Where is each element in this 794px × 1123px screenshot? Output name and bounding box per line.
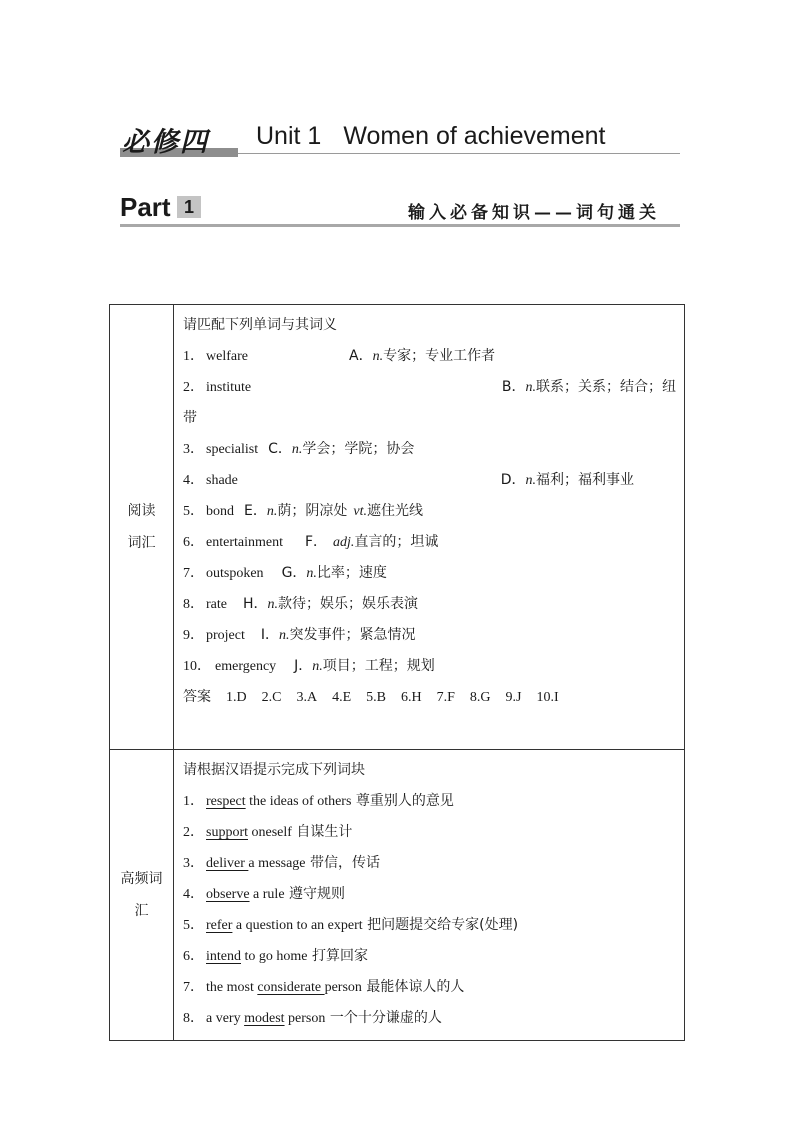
phrase-item	[183, 786, 676, 817]
phrase-item	[183, 848, 676, 879]
frequent-content	[174, 750, 685, 1041]
item-option: D．	[500, 472, 526, 488]
book-title: 必修四	[122, 127, 209, 158]
phrase-answer: modest	[244, 1011, 285, 1026]
item-option: A．	[349, 348, 373, 364]
answer-item: 5.B	[366, 690, 386, 705]
page-header	[120, 118, 680, 162]
item-number: 2．	[183, 825, 204, 840]
item-pos: n.	[525, 380, 536, 395]
reading-label-line1: 阅读	[127, 503, 156, 519]
phrase-rest: person	[324, 980, 362, 995]
answer-row	[183, 682, 676, 713]
list-item	[183, 651, 676, 682]
item-meaning: 项目；工程；规划	[322, 658, 435, 674]
reading-label	[110, 305, 174, 750]
item-pos: n.	[312, 659, 323, 674]
part-number: 1	[177, 196, 201, 218]
item-meaning: 联系；关系；结合；纽	[536, 379, 676, 395]
item-word: outspoken	[206, 566, 264, 581]
phrase-chinese: 尊重别人的意见	[355, 793, 454, 809]
phrase-chinese: 把问题提交给专家(处理)	[367, 917, 519, 933]
item-number: 1．	[183, 794, 204, 809]
item-meaning: 比率；速度	[316, 565, 387, 581]
list-item	[183, 558, 676, 589]
list-item-wrap: 带	[183, 410, 197, 426]
item-word: project	[206, 628, 245, 643]
item-meaning: 学会；学院；协会	[302, 441, 415, 457]
item-pos: n.	[306, 566, 317, 581]
item-meaning: 款待；娱乐；娱乐表演	[278, 596, 419, 612]
item-number: 9．	[183, 628, 204, 643]
vocabulary-table	[109, 304, 685, 1041]
phrase-item	[183, 1003, 676, 1034]
item-number: 6．	[183, 535, 204, 550]
answer-item: 6.H	[401, 690, 422, 705]
part-rule	[120, 224, 680, 227]
phrase-chinese: 带信，传话	[309, 855, 380, 871]
phrase-rest: a message	[248, 856, 306, 871]
list-item	[183, 589, 676, 620]
answer-item: 3.A	[296, 690, 318, 705]
item-pos-2: vt.	[353, 504, 367, 519]
item-option: I．	[260, 627, 280, 643]
phrase-prefix: a very	[206, 1011, 245, 1026]
frequent-label-line2: 汇	[134, 903, 149, 919]
item-pos: n.	[279, 628, 290, 643]
reading-label-line2: 词汇	[127, 535, 156, 551]
item-word: rate	[206, 597, 227, 612]
reading-instruction: 请匹配下列单词与其词义	[183, 317, 337, 333]
item-pos: n.	[372, 349, 384, 364]
phrase-rest: a rule	[249, 887, 285, 902]
phrase-answer: respect	[206, 794, 246, 809]
item-word: institute	[206, 380, 252, 395]
item-number: 4．	[183, 887, 204, 902]
phrase-item	[183, 879, 676, 910]
phrase-answer: refer	[206, 918, 233, 933]
header-rule	[238, 153, 680, 154]
item-word: shade	[206, 473, 238, 488]
item-word: emergency	[215, 659, 277, 674]
phrase-answer: considerate	[257, 980, 325, 995]
phrase-chinese: 一个十分谦虚的人	[329, 1010, 442, 1026]
item-number: 7．	[183, 566, 204, 581]
item-number: 8．	[183, 1011, 204, 1026]
item-number: 5．	[183, 918, 204, 933]
list-item	[183, 434, 676, 465]
item-option: F．	[304, 534, 328, 550]
answer-item: 4.E	[332, 690, 352, 705]
part-subtitle: 输入必备知识——词句通关	[408, 203, 660, 223]
item-meaning: 突发事件；紧急情况	[289, 627, 416, 643]
answer-label: 答案	[183, 689, 211, 705]
item-meaning: 福利；福利事业	[536, 472, 634, 488]
frequent-label-line1: 高频词	[120, 871, 163, 887]
item-number: 6．	[183, 949, 204, 964]
item-meaning: 专家；专业工作者	[383, 348, 496, 364]
answer-item: 7.F	[436, 690, 455, 705]
list-item	[183, 620, 676, 651]
item-number: 3．	[183, 856, 204, 871]
item-word: specialist	[206, 442, 259, 457]
item-option: E．	[244, 503, 267, 519]
phrase-rest: a question to an expert	[232, 918, 363, 933]
item-number: 10．	[183, 659, 211, 674]
item-number: 7．	[183, 980, 204, 995]
item-option: H．	[242, 596, 268, 612]
item-pos: n.	[525, 473, 536, 488]
phrase-prefix: the most	[206, 980, 258, 995]
item-option: G．	[281, 565, 307, 581]
item-meaning: 荫；阴凉处	[277, 503, 348, 519]
item-number: 5．	[183, 504, 204, 519]
phrase-rest: the ideas of others	[245, 794, 352, 809]
answer-item: 9.J	[505, 690, 522, 705]
frequent-label	[110, 750, 174, 1041]
phrase-chinese: 最能体谅人的人	[366, 979, 465, 995]
answer-item: 1.D	[226, 690, 247, 705]
part-heading	[120, 192, 680, 230]
item-pos: adj.	[333, 535, 355, 550]
item-pos: n.	[266, 504, 278, 519]
frequent-instruction: 请根据汉语提示完成下列词块	[183, 762, 365, 778]
item-meaning-2: 遮住光线	[366, 503, 423, 519]
frequent-section	[110, 750, 685, 1041]
answer-item: 10.I	[536, 690, 559, 705]
reading-section	[110, 305, 685, 750]
item-word: welfare	[206, 349, 248, 364]
item-option: J．	[294, 658, 313, 674]
item-number: 3．	[183, 442, 204, 457]
phrase-answer: deliver	[206, 856, 249, 871]
reading-content	[174, 305, 685, 750]
phrase-chinese: 遵守规则	[288, 886, 345, 902]
item-meaning: 直言的；坦诚	[354, 534, 439, 550]
item-option: C．	[268, 441, 292, 457]
phrase-rest: person	[284, 1011, 326, 1026]
item-number: 2．	[183, 380, 204, 395]
item-pos: n.	[267, 597, 279, 612]
item-pos: n.	[291, 442, 303, 457]
phrase-item	[183, 817, 676, 848]
item-number: 1．	[183, 349, 204, 364]
list-item	[183, 496, 676, 527]
phrase-rest: oneself	[248, 825, 292, 840]
list-item	[183, 341, 676, 372]
item-word: bond	[206, 504, 234, 519]
phrase-chinese: 打算回家	[311, 948, 368, 964]
answer-item: 8.G	[469, 690, 491, 705]
unit-title	[256, 122, 605, 151]
answer-item: 2.C	[261, 690, 282, 705]
phrase-rest: to go home	[241, 949, 308, 964]
unit-number: Unit 1	[256, 122, 322, 150]
phrase-answer: intend	[206, 949, 241, 964]
item-number: 8．	[183, 597, 204, 612]
list-item	[183, 372, 676, 403]
item-word: entertainment	[206, 535, 283, 550]
phrase-item	[183, 972, 676, 1003]
item-number: 4．	[183, 473, 204, 488]
phrase-item	[183, 941, 676, 972]
list-item	[183, 527, 676, 558]
list-item	[183, 465, 676, 496]
phrase-answer: observe	[206, 887, 250, 902]
phrase-chinese: 自谋生计	[296, 824, 353, 840]
phrase-answer: support	[206, 825, 248, 840]
unit-name: Women of achievement	[343, 122, 606, 150]
part-label: Part	[120, 192, 171, 222]
item-option: B．	[501, 379, 526, 395]
phrase-item	[183, 910, 676, 941]
